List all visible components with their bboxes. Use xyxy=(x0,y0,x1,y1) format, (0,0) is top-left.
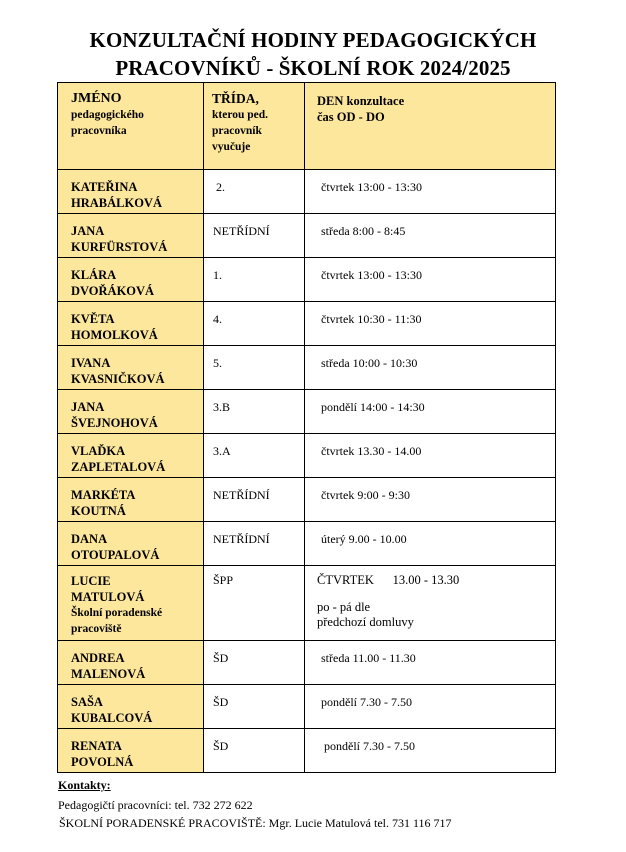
table-row xyxy=(58,729,556,773)
header-name-line: JMÉNO xyxy=(71,91,122,106)
table-row xyxy=(58,522,556,566)
teacher-name: KLÁRA DVOŘÁKOVÁ xyxy=(58,258,204,302)
teacher-name: KATEŘINA HRABÁLKOVÁ xyxy=(58,170,204,214)
teacher-name: KVĚTA HOMOLKOVÁ xyxy=(58,302,204,346)
teacher-class: ŠD xyxy=(204,729,305,773)
contact-teachers: Pedagogičtí pracovníci: tel. 732 272 622 xyxy=(58,798,253,812)
teacher-class: ŠD xyxy=(204,641,305,685)
header-class xyxy=(204,83,305,170)
consultation-time: čtvrtek 10:30 - 11:30 xyxy=(305,302,556,346)
table-row xyxy=(58,566,556,641)
header-class-line: kterou ped. xyxy=(212,109,269,121)
header-name-line: pracovníka xyxy=(71,125,127,137)
header-class-line: TŘÍDA, xyxy=(212,91,259,106)
header-class-line: pracovník xyxy=(212,125,262,137)
table-row xyxy=(58,390,556,434)
table-row xyxy=(58,214,556,258)
contacts-footer xyxy=(58,777,452,831)
header-time xyxy=(305,83,556,170)
table-row xyxy=(58,258,556,302)
consultation-time: pondělí 14:00 - 14:30 xyxy=(305,390,556,434)
table-header-row xyxy=(58,83,556,170)
consultation-time: ČTVRTEK 13.00 - 13.30 po - pá dle předchozí domluvy xyxy=(305,566,556,641)
table-row xyxy=(58,346,556,390)
teacher-name: RENATA POVOLNÁ xyxy=(58,729,204,773)
teacher-class: 3.B xyxy=(204,390,305,434)
consultation-time: čtvrtek 9:00 - 9:30 xyxy=(305,478,556,522)
teacher-class: 5. xyxy=(204,346,305,390)
header-name-line: pedagogického xyxy=(71,109,144,121)
consultation-time: pondělí 7.30 - 7.50 xyxy=(305,729,556,773)
table-row xyxy=(58,170,556,214)
teacher-name: LUCIE MATULOVÁ Školní poradenské pracoviště xyxy=(58,566,204,641)
consultation-time: čtvrtek 13:00 - 13:30 xyxy=(305,258,556,302)
teacher-name: JANA KURFÜRSTOVÁ xyxy=(58,214,204,258)
table-row xyxy=(58,434,556,478)
header-time-line: DEN konzultace xyxy=(317,94,405,108)
header-name xyxy=(58,83,204,170)
teacher-name: MARKÉTA KOUTNÁ xyxy=(58,478,204,522)
title-line-2: PRACOVNÍKŮ - ŠKOLNÍ ROK 2024/2025 xyxy=(115,56,511,80)
consultation-time: středa 11.00 - 11.30 xyxy=(305,641,556,685)
consultation-table xyxy=(57,82,556,773)
header-time-line: čas OD - DO xyxy=(317,110,385,124)
contacts-label: Kontakty: xyxy=(58,778,111,792)
consultation-time: středa 8:00 - 8:45 xyxy=(305,214,556,258)
teacher-class: 1. xyxy=(204,258,305,302)
teacher-class: NETŘÍDNÍ xyxy=(204,522,305,566)
teacher-name: SAŠA KUBALCOVÁ xyxy=(58,685,204,729)
teacher-name: ANDREA MALENOVÁ xyxy=(58,641,204,685)
teacher-class: ŠD xyxy=(204,685,305,729)
teacher-name: JANA ŠVEJNOHOVÁ xyxy=(58,390,204,434)
header-class-line: vyučuje xyxy=(212,141,251,153)
teacher-class: NETŘÍDNÍ xyxy=(204,214,305,258)
consultation-time: úterý 9.00 - 10.00 xyxy=(305,522,556,566)
title-line-1: KONZULTAČNÍ HODINY PEDAGOGICKÝCH xyxy=(89,28,537,52)
teacher-name: VLAĎKA ZAPLETALOVÁ xyxy=(58,434,204,478)
teacher-class: 4. xyxy=(204,302,305,346)
consultation-time: pondělí 7.30 - 7.50 xyxy=(305,685,556,729)
table-row xyxy=(58,685,556,729)
teacher-class: 3.A xyxy=(204,434,305,478)
teacher-class: ŠPP xyxy=(204,566,305,641)
teacher-name: DANA OTOUPALOVÁ xyxy=(58,522,204,566)
page-title xyxy=(0,26,626,82)
contact-counseling: ŠKOLNÍ PORADENSKÉ PRACOVIŠTĚ: Mgr. Lucie Matulová tel. 731 116 717 xyxy=(59,816,452,830)
consultation-time: čtvrtek 13:00 - 13:30 xyxy=(305,170,556,214)
teacher-name: IVANA KVASNIČKOVÁ xyxy=(58,346,204,390)
consultation-time: čtvrtek 13.30 - 14.00 xyxy=(305,434,556,478)
teacher-class: 2. xyxy=(204,170,305,214)
teacher-class: NETŘÍDNÍ xyxy=(204,478,305,522)
consultation-time: středa 10:00 - 10:30 xyxy=(305,346,556,390)
table-row xyxy=(58,302,556,346)
table-row xyxy=(58,478,556,522)
table-row xyxy=(58,641,556,685)
